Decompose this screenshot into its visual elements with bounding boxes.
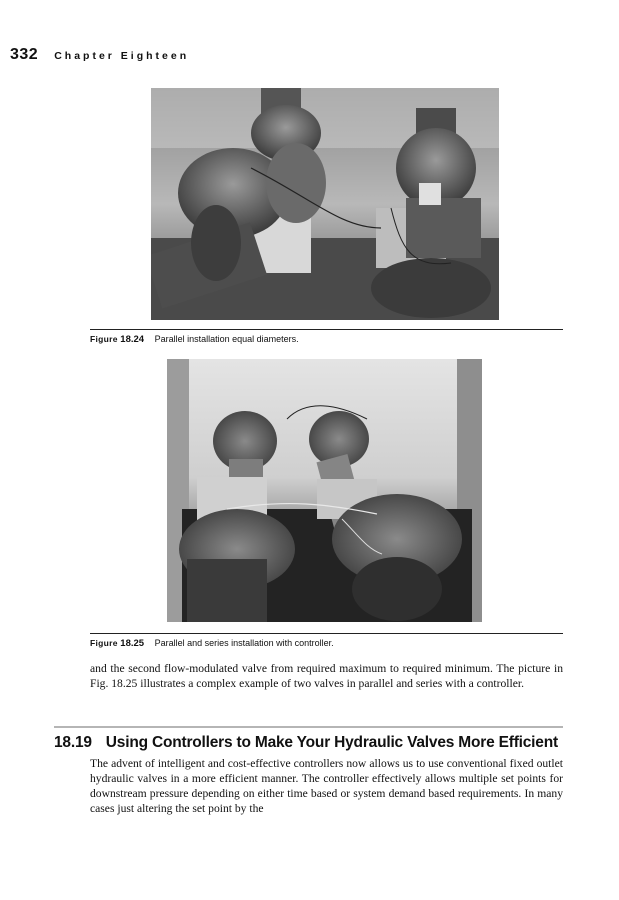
section-body-paragraph: The advent of intelligent and cost-effective controllers now allows us to use conventional fixed outlet hydraulic valves in a more efficient manner. The controller effectively allows multiple set points for downstream pressure depending on either time based or system demand based requirements. In many cases just altering the set point by the [90,757,563,815]
figure-18-24-caption [90,334,299,345]
figure-number: 18.25 [120,638,145,649]
figure-caption-text: Parallel installation equal diameters. [154,334,299,344]
continuation-paragraph: and the second flow-modulated valve from required maximum to required minimum. The picture in Fig. 18.25 illustrates a complex example of two valves in parallel and series with a controller. [90,662,563,690]
running-head [10,46,189,64]
section-rule [54,726,563,728]
figure-number: 18.24 [120,334,145,345]
chapter-title: Chapter Eighteen [54,50,190,62]
figure-18-24-rule [90,329,563,330]
page-number: 332 [10,46,39,63]
section-title: Using Controllers to Make Your Hydraulic Valves More Efficient [105,734,558,751]
figure-18-25-rule [90,633,563,634]
figure-18-25-caption [90,638,334,649]
figure-18-25-photo [167,359,482,622]
section-number: 18.19 [54,734,92,751]
section-heading [54,734,558,752]
figure-label: Figure [90,334,118,344]
figure-label: Figure [90,638,118,648]
figure-caption-text: Parallel and series installation with controller. [154,638,334,648]
figure-18-24-photo [151,88,499,320]
